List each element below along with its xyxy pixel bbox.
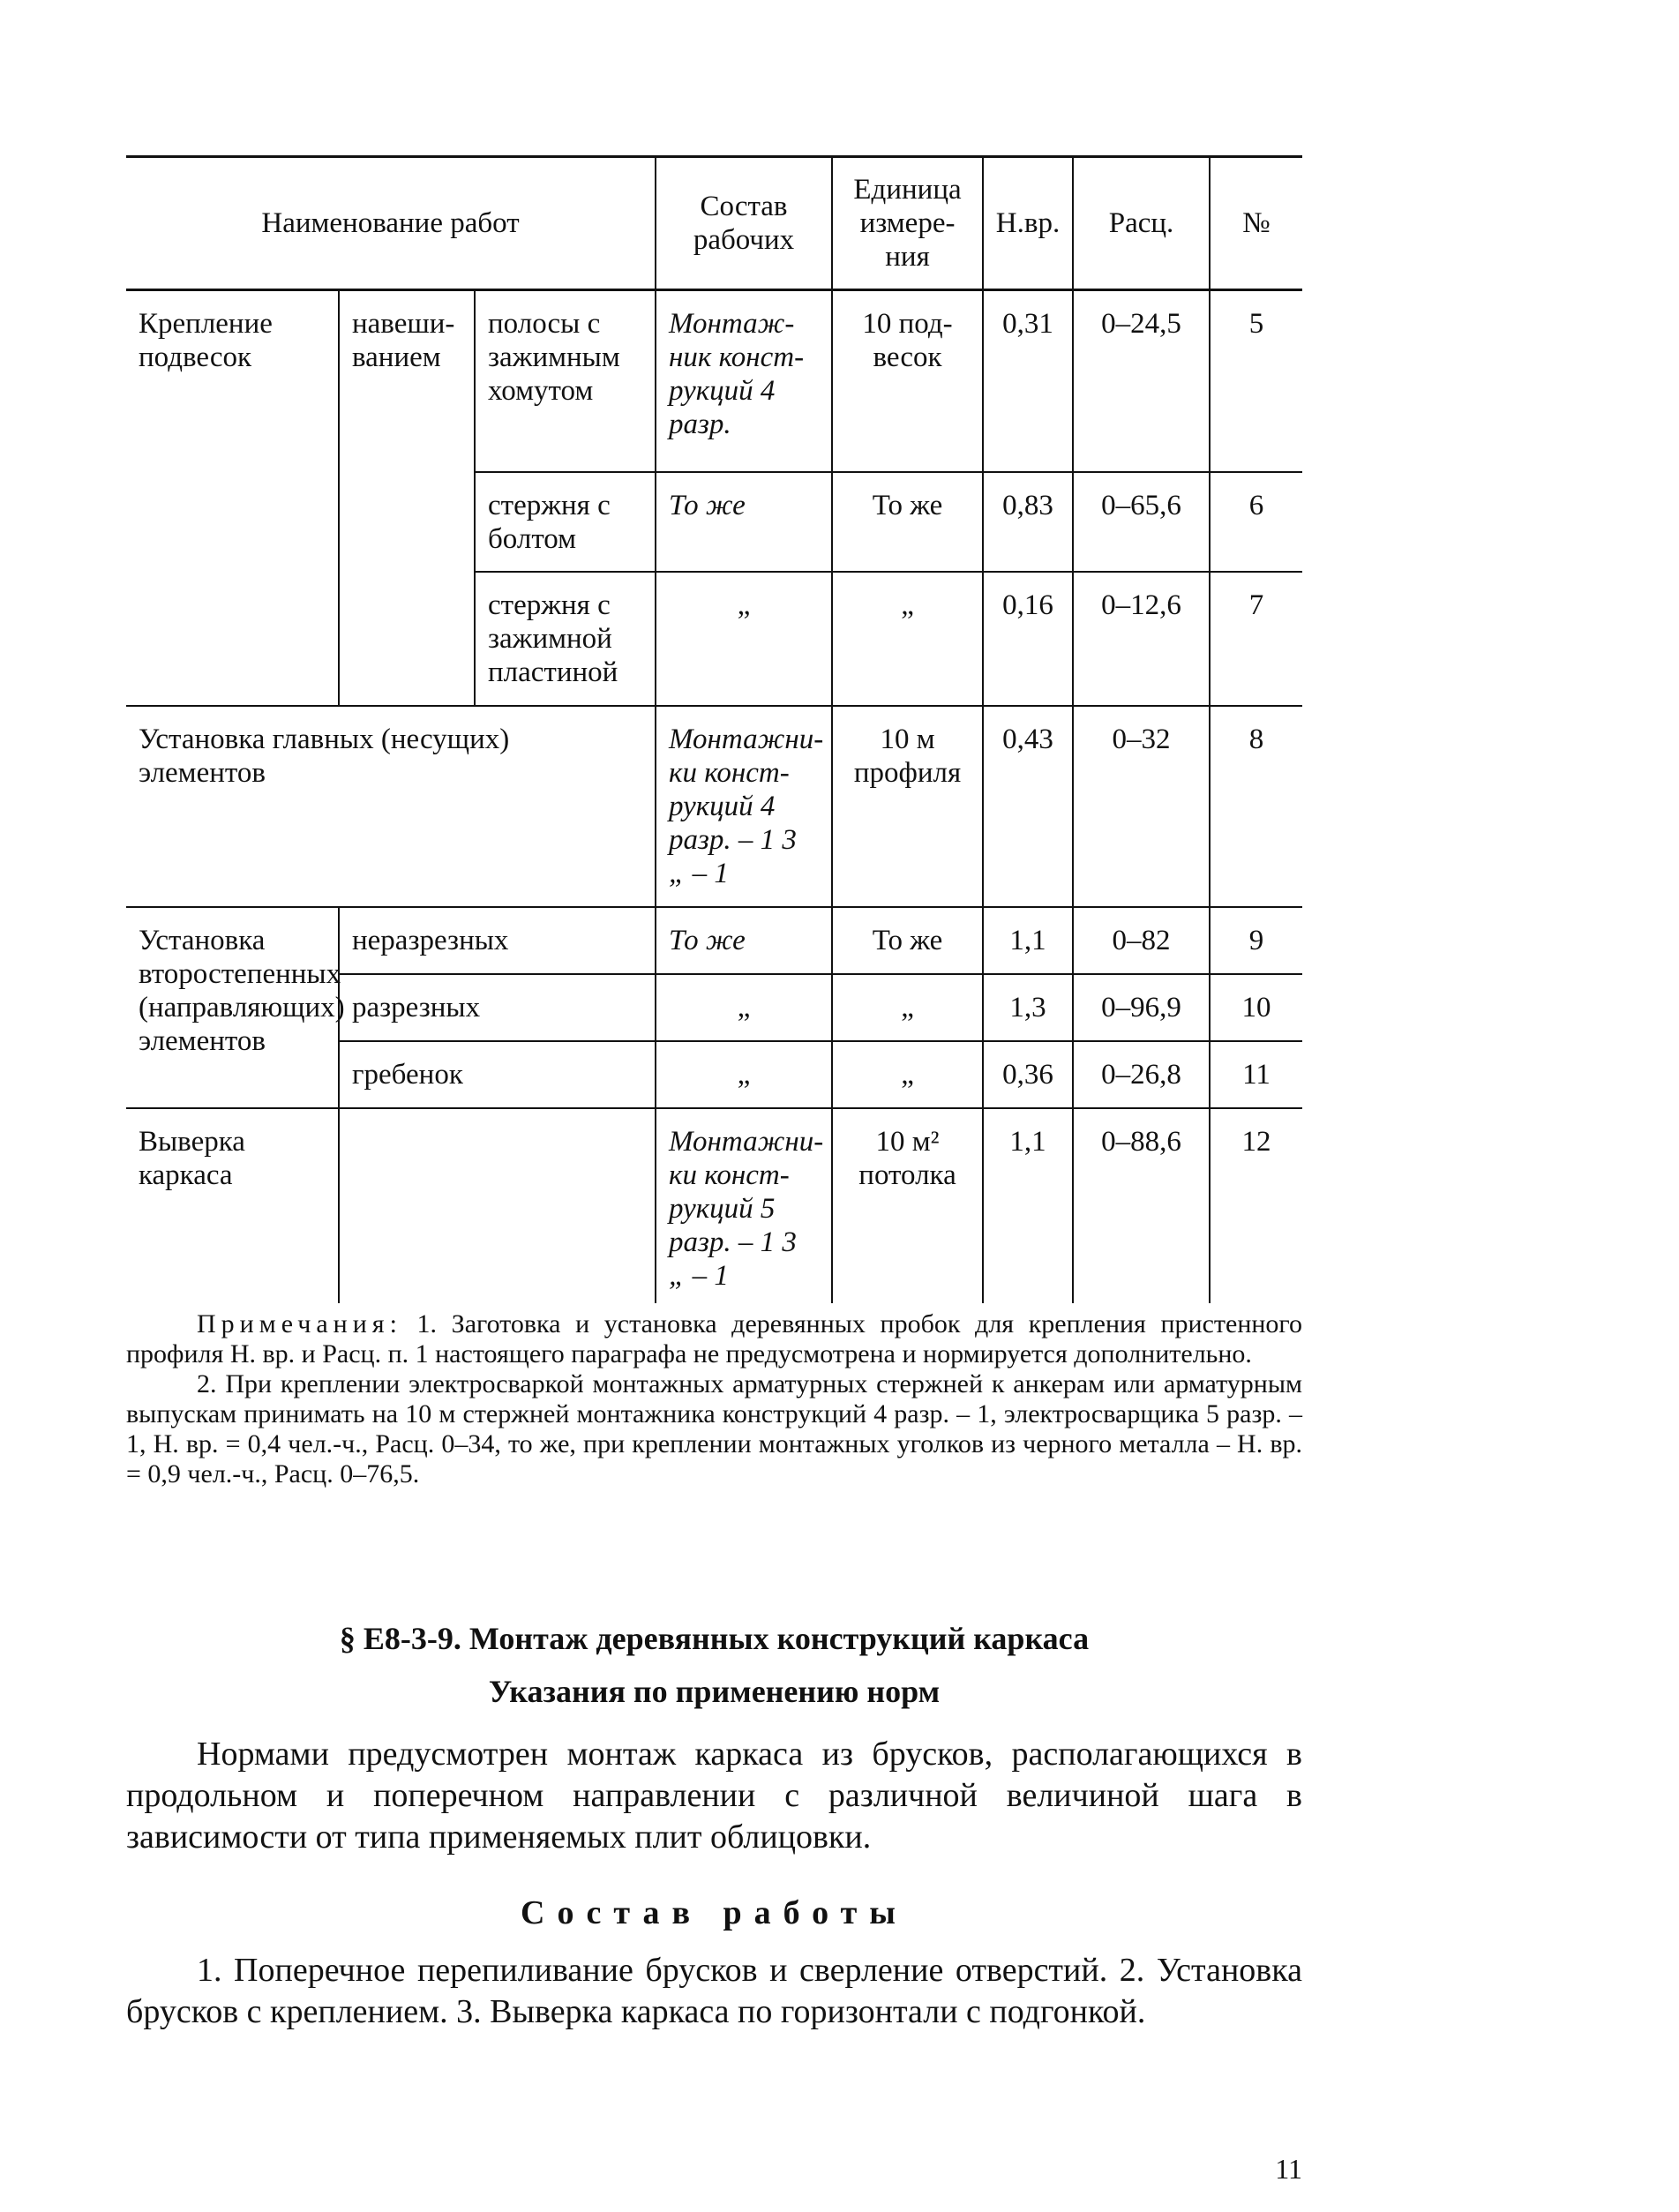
table-row <box>126 1108 1302 1303</box>
num-cell: 10 <box>1210 974 1302 1041</box>
unit-cell: То же <box>832 907 983 974</box>
rasc-cell: 0–82 <box>1073 907 1210 974</box>
num-cell: 7 <box>1210 572 1302 706</box>
item-cell: неразрезных <box>339 907 656 974</box>
num-cell: 11 <box>1210 1041 1302 1108</box>
page-number: 11 <box>1275 2153 1302 2185</box>
unit-cell: То же <box>832 472 983 572</box>
nvr-cell: 0,16 <box>983 572 1073 706</box>
group-cell: Установка главных (несущих) элементов <box>126 706 656 907</box>
table-header-row <box>126 157 1302 290</box>
workers-cell: „ <box>656 572 832 706</box>
num-cell: 12 <box>1210 1108 1302 1303</box>
table-row <box>126 907 1302 974</box>
nvr-cell: 1,1 <box>983 907 1073 974</box>
rasc-cell: 0–24,5 <box>1073 290 1210 472</box>
group-cell: Крепление подвесок <box>126 290 339 706</box>
rasc-cell: 0–32 <box>1073 706 1210 907</box>
composition-text <box>126 1950 1302 2033</box>
section-subtitle: Указания по применению норм <box>488 1674 941 1709</box>
header-unit: Единица измере-ния <box>832 157 983 290</box>
workers-cell: Монтаж-ник конст-рукций 4 разр. <box>656 290 832 472</box>
norms-table <box>126 155 1302 1303</box>
nvr-cell: 0,31 <box>983 290 1073 472</box>
item-cell: полосы с зажимным хомутом <box>475 290 656 472</box>
nvr-cell: 0,43 <box>983 706 1073 907</box>
unit-cell: „ <box>832 974 983 1041</box>
header-nvr: Н.вр. <box>983 157 1073 290</box>
unit-cell: „ <box>832 1041 983 1108</box>
item-cell: стержня с зажимной пластиной <box>475 572 656 706</box>
composition-title: Состав работы <box>521 1894 908 1931</box>
header-rasc: Расц. <box>1073 157 1210 290</box>
rasc-cell: 0–12,6 <box>1073 572 1210 706</box>
header-workers: Состав рабочих <box>656 157 832 290</box>
section-text <box>126 1734 1302 1858</box>
nvr-cell: 1,3 <box>983 974 1073 1041</box>
table-row <box>126 706 1302 907</box>
item-cell: разрезных <box>339 974 656 1041</box>
num-cell: 8 <box>1210 706 1302 907</box>
table-row <box>126 290 1302 472</box>
workers-cell: „ <box>656 974 832 1041</box>
item-cell: гребенок <box>339 1041 656 1108</box>
rasc-cell: 0–65,6 <box>1073 472 1210 572</box>
nvr-cell: 0,83 <box>983 472 1073 572</box>
table-notes <box>126 1309 1302 1489</box>
num-cell: 5 <box>1210 290 1302 472</box>
group-cell: Выверка каркаса <box>126 1108 339 1303</box>
workers-cell: Монтажни-ки конст-рукций 5 разр. – 1 3 „ – 1 <box>656 1108 832 1303</box>
workers-cell: Монтажни-ки конст-рукций 4 разр. – 1 3 „ – 1 <box>656 706 832 907</box>
workers-cell: То же <box>656 907 832 974</box>
nvr-cell: 1,1 <box>983 1108 1073 1303</box>
method-cell: навеши-ванием <box>339 290 475 706</box>
header-num: № <box>1210 157 1302 290</box>
item-cell: стержня с болтом <box>475 472 656 572</box>
unit-cell: 10 м² потолка <box>832 1108 983 1303</box>
rasc-cell: 0–88,6 <box>1073 1108 1210 1303</box>
unit-cell: 10 под-весок <box>832 290 983 472</box>
header-name: Наименование работ <box>126 157 656 290</box>
workers-cell: То же <box>656 472 832 572</box>
note-1-text: 1. Заготовка и установка деревянных пробок для крепления пристенного профиля Н. вр. и Расц. п. 1 настоящего параграфа не предусмотрена и нормируется дополнительно. <box>126 1309 1302 1368</box>
section-title: § Е8-3-9. Монтаж деревянных конструкций каркаса <box>339 1621 1090 1656</box>
unit-cell: „ <box>832 572 983 706</box>
note-2: 2. При креплении электросваркой монтажных арматурных стержней к анкерам или арматурным выпускам принимать на 10 м стержней монтажника конструкций 4 разр. – 1, электросварщика 5 разр. – 1, Н. вр. = 0,4 чел.-ч., Расц. 0–34, то же, при креплении монтажных уголков из черного металла – Н. вр. = 0,9 чел.-ч., Расц. 0–76,5. <box>126 1369 1302 1488</box>
rasc-cell: 0–96,9 <box>1073 974 1210 1041</box>
item-cell <box>339 1108 656 1303</box>
workers-cell: „ <box>656 1041 832 1108</box>
unit-cell: 10 м профиля <box>832 706 983 907</box>
section-paragraph: Нормами предусмотрен монтаж каркаса из брусков, располагающихся в продольном и поперечном направлении с различной величиной шага в зависимости от типа применяемых плит облицовки. <box>126 1736 1302 1856</box>
nvr-cell: 0,36 <box>983 1041 1073 1108</box>
num-cell: 9 <box>1210 907 1302 974</box>
num-cell: 6 <box>1210 472 1302 572</box>
note-1 <box>126 1309 1302 1369</box>
group-cell: Установка второстепенных (направляющих) элементов <box>126 907 339 1108</box>
notes-label: Примечания: <box>197 1309 402 1338</box>
rasc-cell: 0–26,8 <box>1073 1041 1210 1108</box>
composition-paragraph: 1. Поперечное перепиливание брусков и сверление отверстий. 2. Установка брусков с креплением. 3. Выверка каркаса по горизонтали с подгонкой. <box>126 1952 1302 2030</box>
